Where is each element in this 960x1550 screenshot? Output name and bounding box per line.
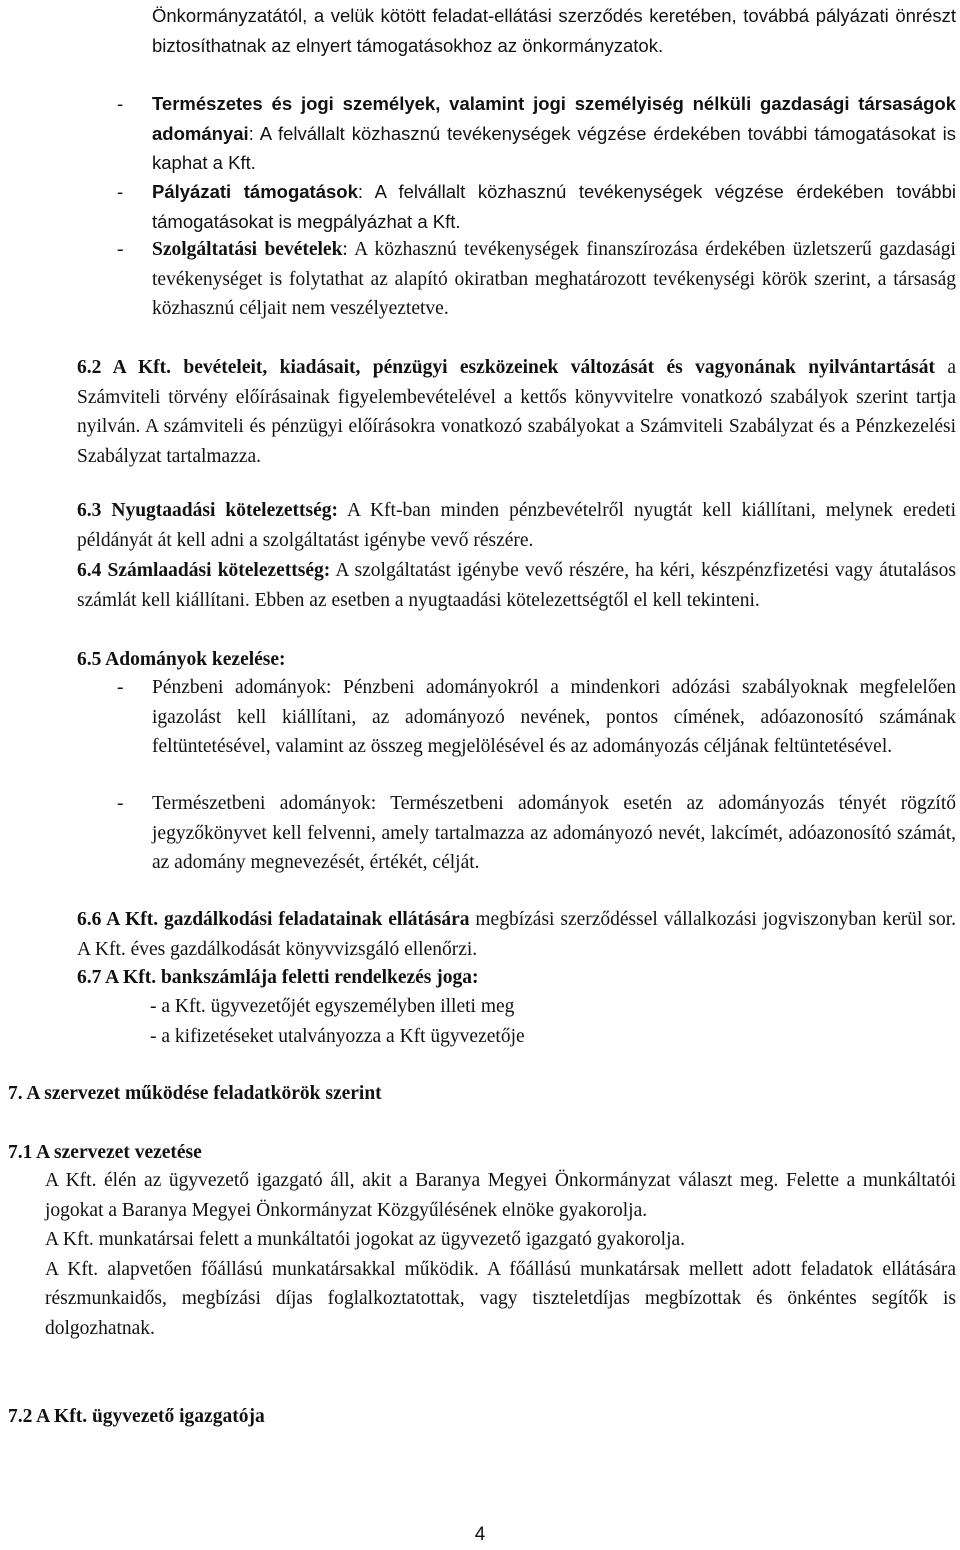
list-item-text: Pénzbeni adományok: Pénzbeni adományokról a mindenkori adózási szabályoknak megfelelően igazolást kell kiállítani, az adományozó nevének, pontos címének, adóazonosító számának feltüntetésével, valamint az összeg megjelölésével és az adományozás céljának feltüntetésével. <box>152 677 956 757</box>
list-item-service-income <box>117 235 956 324</box>
section-6-7-heading: 6.7 A Kft. bankszámlája feletti rendelkezés joga: <box>77 967 479 988</box>
section-6-7-lines <box>150 992 954 1051</box>
list-item-title: Pályázati támogatások <box>152 181 358 202</box>
section-6-3 <box>77 496 956 555</box>
section-6-2 <box>77 353 956 471</box>
page-number: 4 <box>474 1524 486 1545</box>
section-7-2-heading: 7.2 A Kft. ügyvezető igazgatója <box>8 1406 265 1427</box>
continuation-paragraph: Önkormányzatától, a velük kötött feladat-ellátási szerződés keretében, továbbá pályázati önrészt biztosíthatnak az elnyert támogatásokhoz az önkormányzatok. <box>152 5 956 56</box>
list-item-text: : A közhasznú tevékenységek finanszírozása érdekében üzletszerű gazdasági tevékenységet is folytathat az alapító okiratban meghatározott tevékenységi körök szerint, a társaság közhasznú céljait nem veszélyeztetve. <box>152 239 956 319</box>
section-7-heading: 7. A szervezet működése feladatkörök szerint <box>8 1083 382 1104</box>
list-item-text: : A felvállalt közhasznú tevékenységek végzése érdekében további támogatásokat is megpályázhat a Kft. <box>152 181 956 232</box>
section-6-3-text: A Kft-ban minden pénzbevételről nyugtát kell kiállítani, melynek eredeti példányát át kell adni a szolgáltatást igénybe vevő részére. <box>77 500 957 551</box>
section-7-1-paragraph: A Kft. munkatársai felett a munkáltatói jogokat az ügyvezető igazgató gyakorolja. <box>45 1229 686 1250</box>
list-item-donations <box>117 89 956 178</box>
list-dash: - <box>117 677 124 698</box>
section-7-1-body <box>45 1166 956 1343</box>
list-dash: - <box>117 181 124 202</box>
section-6-3-title: 6.3 Nyugtaadási kötelezettség: <box>77 500 339 521</box>
section-7-1-paragraph: A Kft. alapvetően főállású munkatársakkal működik. A főállású munkatársak mellett adott feladatok ellátására részmunkaidős, megbízási díjas foglalkoztatottak, vagy tiszteletdíjas megbízottak és önkéntes segítők is dolgozhatnak. <box>45 1258 956 1339</box>
section-6-4-title: 6.4 Számlaadási kötelezettség: <box>77 560 331 581</box>
list-dash: - <box>117 793 124 814</box>
list-item-text: : A felvállalt közhasznú tevékenységek végzése érdekében további támogatásokat is kaphat a Kft. <box>152 122 956 173</box>
list-dash: - <box>117 239 124 260</box>
list-item-title: Természetes és jogi személyek, valamint jogi személyiség nélküli gazdasági társaságok adományai <box>152 93 956 144</box>
list-item-title: Szolgáltatási bevételek <box>152 239 343 260</box>
section-7-1-paragraph: A Kft. élén az ügyvezető igazgató áll, akit a Baranya Megyei Önkormányzat választ meg. Felette a munkáltatói jogokat a Baranya Megyei Önkormányzat Közgyűlésének elnöke gyakorolja. <box>45 1170 956 1221</box>
section-6-4-text: A szolgáltatást igénybe vevő részére, ha kéri, készpénzfizetési vagy átutalásos számlát kell kiállítani. Ebben az esetben a nyugtaadási kötelezettségtől el kell tekinteni. <box>77 560 956 611</box>
section-6-4 <box>77 556 956 615</box>
list-item-inkind-donations <box>117 789 956 878</box>
section-6-6-text: megbízási szerződéssel vállalkozási jogviszonyban kerül sor. A Kft. éves gazdálkodását könyvvizsgáló ellenőrzi. <box>77 909 956 960</box>
section-6-2-text: a Számviteli törvény előírásainak figyelembevételével a kettős könyvvitelre vonatkozó szabályok szerint tartja nyilván. A számviteli és pénzügyi előírásokra vonatkozó szabályokat a Számviteli Szabályzat és a Pénzkezelési Szabályzat tartalmazza. <box>77 357 956 467</box>
section-6-7-line: - a Kft. ügyvezetőjét egyszemélyben illeti meg <box>150 996 515 1017</box>
section-6-2-title: 6.2 A Kft. bevételeit, kiadásait, pénzügyi eszközeinek változását és vagyonának nyilvántartását <box>77 357 935 378</box>
section-6-5-heading: 6.5 Adományok kezelése: <box>77 649 286 670</box>
section-7-1-heading: 7.1 A szervezet vezetése <box>8 1142 202 1163</box>
list-item-cash-donations <box>117 673 956 762</box>
section-6-7-line: - a kifizetéseket utalványozza a Kft ügyvezetője <box>150 1025 525 1047</box>
section-6-6-title: 6.6 A Kft. gazdálkodási feladatainak ellátására <box>77 909 470 930</box>
section-6-6 <box>77 905 956 964</box>
list-dash: - <box>117 93 124 114</box>
list-item-grants <box>117 177 956 236</box>
list-item-text: Természetbeni adományok: Természetbeni adományok esetén az adományozás tényét rögzítő jegyzőkönyvet kell felvenni, amely tartalmazza az adományozó nevét, lakcímét, adóazonosító számát, az adomány megnevezését, értékét, célját. <box>152 793 956 873</box>
